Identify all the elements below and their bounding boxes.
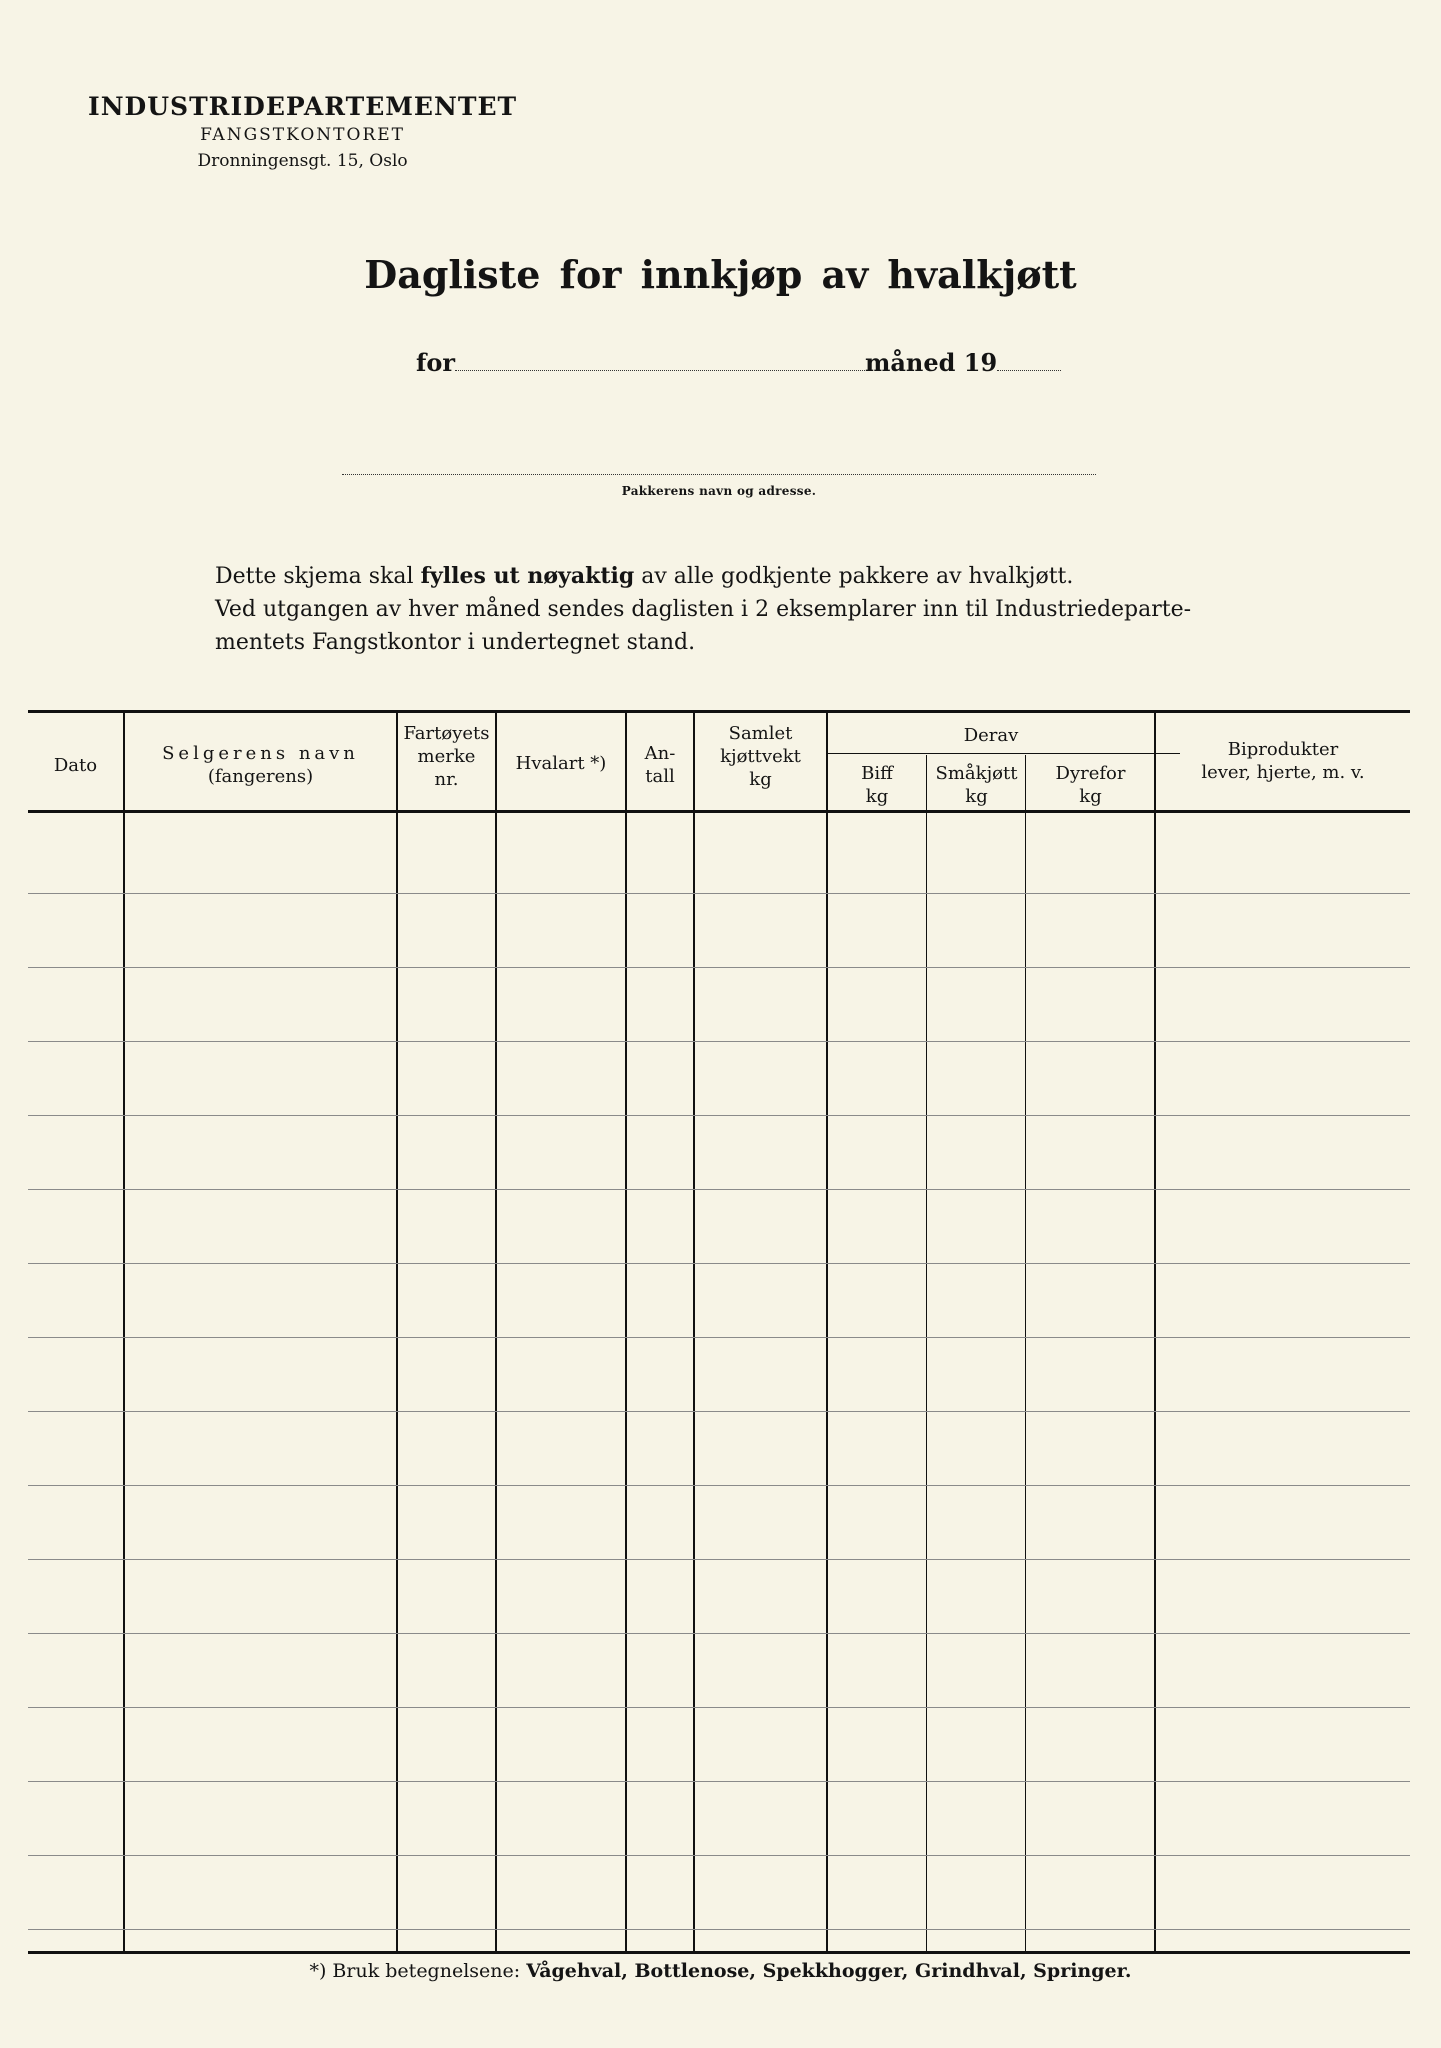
table-row-rule	[28, 1559, 1410, 1560]
header-fartoy	[398, 722, 495, 791]
instruction-text: av alle godkjente pakkere av hvalkjøtt.	[641, 564, 1074, 589]
footnote-species: Vågehval, Bottlenose, Spekkhogger, Grindhval, Springer.	[526, 1960, 1132, 1982]
packer-name-field[interactable]	[342, 474, 1096, 475]
instruction-emphasis: fylles ut nøyaktig	[420, 563, 635, 589]
column-divider	[123, 710, 125, 1954]
header-biff-line: kg	[865, 786, 889, 807]
period-line	[416, 346, 1061, 377]
header-dyrefor	[1027, 762, 1154, 808]
table-row-rule	[28, 1707, 1410, 1708]
header-biprodukter	[1156, 738, 1410, 784]
table-row-rule	[28, 1929, 1410, 1930]
header-biff-line: Biff	[861, 763, 893, 784]
column-divider	[625, 710, 627, 1954]
table-row-rule	[28, 1855, 1410, 1856]
column-divider	[1154, 710, 1156, 1954]
header-samlet-line: Samlet	[728, 723, 793, 744]
instruction-line-2: Ved utgangen av hver måned sendes daglisten i 2 eksemplarer inn til Industriedeparte-	[215, 597, 1192, 622]
column-divider	[826, 710, 828, 1954]
table-row-rule	[28, 1633, 1410, 1634]
header-samlet	[695, 722, 826, 791]
header-selger-line: (fangerens)	[207, 766, 314, 787]
for-label: for	[416, 348, 455, 377]
instruction-line-1	[215, 560, 1255, 593]
header-antall-line: An-	[644, 743, 676, 764]
table-top-rule	[28, 710, 1410, 713]
column-divider	[396, 710, 398, 1954]
derav-divider	[926, 755, 927, 1954]
table-header-rule	[28, 810, 1410, 813]
office-address: Dronningensgt. 15, Oslo	[197, 151, 408, 171]
header-smakjott-line: Småkjøtt	[935, 763, 1018, 784]
table-row-rule	[28, 1411, 1410, 1412]
table-row-rule	[28, 967, 1410, 968]
header-antall-line: tall	[645, 766, 675, 787]
footnote-prefix: *) Bruk betegnelsene:	[309, 1960, 521, 1982]
table-row-rule	[28, 1781, 1410, 1782]
column-divider	[693, 710, 695, 1954]
table-row-rule	[28, 893, 1410, 894]
header-bipro-line: lever, hjerte, m. v.	[1201, 762, 1365, 783]
table-bottom-rule	[28, 1951, 1410, 1954]
header-fartoy-line: nr.	[434, 769, 459, 790]
column-divider	[495, 710, 497, 1954]
header-samlet-line: kjøttvekt	[720, 746, 801, 767]
period-for-field[interactable]	[455, 346, 865, 371]
derav-divider	[1025, 755, 1026, 1954]
header-dyrefor-line: Dyrefor	[1055, 763, 1126, 784]
period-year-field[interactable]	[997, 346, 1061, 371]
header-samlet-line: kg	[749, 769, 772, 790]
header-smakjott-line: kg	[965, 786, 988, 807]
month-label: måned 19	[864, 348, 998, 377]
table-row-rule	[28, 1337, 1410, 1338]
header-dato: Dato	[53, 755, 98, 776]
header-fartoy-line: Fartøyets	[403, 723, 490, 744]
header-dyrefor-line: kg	[1079, 786, 1102, 807]
footnote	[0, 1960, 1441, 1982]
purchase-table	[28, 710, 1410, 1954]
table-row-rule	[28, 1189, 1410, 1190]
table-row-rule	[28, 1115, 1410, 1116]
packer-label: Pakkerens navn og adresse.	[621, 484, 817, 498]
instruction-line-3: mentets Fangstkontor i undertegnet stand.	[215, 630, 696, 655]
header-bipro-line: Biprodukter	[1227, 739, 1339, 760]
letterhead	[88, 92, 517, 171]
form-title: Dagliste for innkjøp av hvalkjøtt	[364, 252, 1077, 297]
header-biff	[828, 762, 926, 808]
header-derav: Derav	[963, 725, 1019, 746]
header-selger-line: Selgerens navn	[162, 743, 359, 764]
table-row-rule	[28, 1263, 1410, 1264]
instruction-text: Dette skjema skal	[215, 564, 414, 589]
table-row-rule	[28, 1041, 1410, 1042]
office-name: FANGSTKONTORET	[200, 125, 406, 145]
header-antall	[627, 742, 693, 788]
instructions	[215, 560, 1255, 659]
header-smakjott	[928, 762, 1025, 808]
table-row-rule	[28, 1485, 1410, 1486]
header-fartoy-line: merke	[417, 746, 476, 767]
header-selger	[125, 742, 396, 788]
header-hvalart: Hvalart *)	[515, 753, 607, 774]
derav-rule	[828, 753, 1180, 754]
department-name: INDUSTRIDEPARTEMENTET	[88, 92, 518, 121]
